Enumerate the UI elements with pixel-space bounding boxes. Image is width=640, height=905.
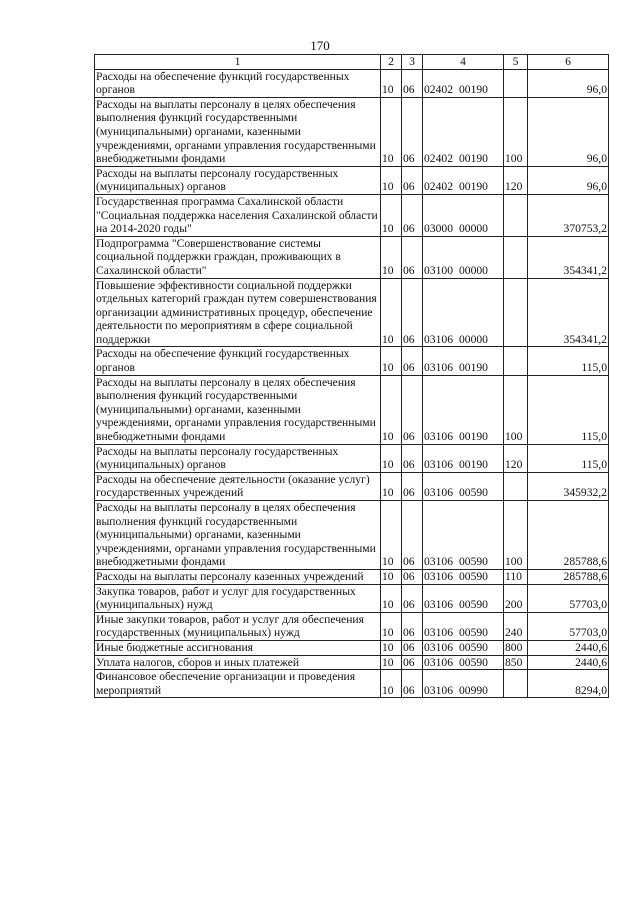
row-amount: 370753,2: [528, 194, 609, 236]
target-article-direction: 00590: [458, 598, 488, 612]
row-expense-type: 850: [504, 655, 528, 670]
row-section-code: 10: [381, 640, 402, 655]
row-target-article: [423, 347, 504, 375]
row-expense-type: 120: [504, 166, 528, 194]
table-row: [95, 472, 609, 500]
row-amount: 285788,6: [528, 501, 609, 570]
header-row: [95, 55, 609, 70]
row-amount: 285788,6: [528, 569, 609, 584]
target-article-direction: 00590: [458, 569, 488, 583]
target-article-program: 03106: [424, 361, 453, 375]
row-section-code: 10: [381, 97, 402, 166]
row-subsection-code: 06: [402, 347, 423, 375]
row-amount: 2440,6: [528, 655, 609, 670]
row-expense-type: [504, 472, 528, 500]
target-article-program: 03106: [424, 458, 453, 472]
row-description: Иные закупки товаров, работ и услуг для обеспечения государственных (муниципальных) нужд: [95, 612, 381, 640]
row-subsection-code: 06: [402, 97, 423, 166]
row-amount: 2440,6: [528, 640, 609, 655]
target-article-direction: 00590: [458, 640, 488, 654]
row-target-article: [423, 166, 504, 194]
row-section-code: 10: [381, 278, 402, 347]
target-article-direction: 00590: [458, 626, 488, 640]
target-article-program: 03106: [424, 555, 453, 569]
row-subsection-code: 06: [402, 472, 423, 500]
header-col-4: 4: [423, 55, 504, 70]
row-subsection-code: 06: [402, 640, 423, 655]
row-description: Расходы на выплаты персоналу казенных учреждений: [95, 569, 381, 584]
table-row: [95, 194, 609, 236]
target-article-direction: 00000: [458, 263, 488, 277]
row-description: Иные бюджетные ассигнования: [95, 640, 381, 655]
row-subsection-code: 06: [402, 236, 423, 278]
row-expense-type: 100: [504, 501, 528, 570]
target-article-direction: 00000: [458, 332, 488, 346]
row-section-code: 10: [381, 501, 402, 570]
table-row: [95, 278, 609, 347]
row-expense-type: [504, 236, 528, 278]
table-row: [95, 584, 609, 612]
row-description: Расходы на выплаты персоналу в целях обеспечения выполнения функций государственными (муниципальными) органами, казенными учреждениями, органами управления государственными внебюджетными фондами: [95, 97, 381, 166]
row-description: Финансовое обеспечение организации и проведения мероприятий: [95, 670, 381, 698]
table-row: [95, 501, 609, 570]
row-description: Закупка товаров, работ и услуг для государственных (муниципальных) нужд: [95, 584, 381, 612]
row-subsection-code: 06: [402, 194, 423, 236]
row-target-article: [423, 501, 504, 570]
row-expense-type: 110: [504, 569, 528, 584]
table-row: [95, 97, 609, 166]
row-expense-type: [504, 347, 528, 375]
target-article-direction: 00590: [458, 555, 488, 569]
row-description: Подпрограмма "Совершенствование системы социальной поддержки граждан, проживающих в Сахалинской области": [95, 236, 381, 278]
row-section-code: 10: [381, 444, 402, 472]
row-description: Повышение эффективности социальной поддержки отдельных категорий граждан путем совершенствования организации административных процедур, обеспечение деятельности по мероприятиям в сфере социальной поддержки: [95, 278, 381, 347]
row-target-article: [423, 194, 504, 236]
row-section-code: 10: [381, 69, 402, 97]
target-article-direction: 00000: [458, 222, 488, 236]
table-row: [95, 166, 609, 194]
row-target-article: [423, 569, 504, 584]
row-subsection-code: 06: [402, 670, 423, 698]
row-target-article: [423, 472, 504, 500]
target-article-program: 03106: [424, 486, 453, 500]
table-row: [95, 569, 609, 584]
row-expense-type: [504, 69, 528, 97]
row-amount: 115,0: [528, 347, 609, 375]
target-article-direction: 00590: [458, 655, 488, 669]
row-amount: 115,0: [528, 375, 609, 444]
table-row: [95, 670, 609, 698]
table-row: [95, 69, 609, 97]
target-article-direction: 00190: [458, 430, 488, 444]
table-row: [95, 612, 609, 640]
row-section-code: 10: [381, 569, 402, 584]
row-amount: 345932,2: [528, 472, 609, 500]
target-article-program: 03000: [424, 222, 453, 236]
row-section-code: 10: [381, 584, 402, 612]
row-section-code: 10: [381, 375, 402, 444]
row-description: Расходы на выплаты персоналу государственных (муниципальных) органов: [95, 166, 381, 194]
row-expense-type: [504, 670, 528, 698]
target-article-direction: 00190: [458, 152, 488, 166]
row-description: Расходы на обеспечение деятельности (оказание услуг) государственных учреждений: [95, 472, 381, 500]
row-expense-type: 800: [504, 640, 528, 655]
table-row: [95, 444, 609, 472]
row-expense-type: 100: [504, 375, 528, 444]
table-row: [95, 236, 609, 278]
row-description: Расходы на выплаты персоналу государственных (муниципальных) органов: [95, 444, 381, 472]
row-subsection-code: 06: [402, 584, 423, 612]
table-row: [95, 347, 609, 375]
target-article-program: 03106: [424, 598, 453, 612]
row-section-code: 10: [381, 655, 402, 670]
row-target-article: [423, 375, 504, 444]
header-col-5: 5: [504, 55, 528, 70]
row-expense-type: 240: [504, 612, 528, 640]
row-expense-type: 100: [504, 97, 528, 166]
row-section-code: 10: [381, 236, 402, 278]
header-col-3: 3: [402, 55, 423, 70]
row-section-code: 10: [381, 166, 402, 194]
row-description: Расходы на обеспечение функций государственных органов: [95, 69, 381, 97]
row-description: Расходы на обеспечение функций государственных органов: [95, 347, 381, 375]
target-article-program: 03106: [424, 332, 453, 346]
row-amount: 8294,0: [528, 670, 609, 698]
target-article-program: 03106: [424, 655, 453, 669]
row-target-article: [423, 444, 504, 472]
row-subsection-code: 06: [402, 569, 423, 584]
row-section-code: 10: [381, 194, 402, 236]
row-description: Уплата налогов, сборов и иных платежей: [95, 655, 381, 670]
row-target-article: [423, 97, 504, 166]
table-row: [95, 375, 609, 444]
row-target-article: [423, 278, 504, 347]
row-section-code: 10: [381, 670, 402, 698]
row-subsection-code: 06: [402, 375, 423, 444]
row-amount: 96,0: [528, 97, 609, 166]
row-subsection-code: 06: [402, 278, 423, 347]
target-article-program: 02402: [424, 152, 453, 166]
row-subsection-code: 06: [402, 166, 423, 194]
row-amount: 57703,0: [528, 612, 609, 640]
target-article-program: 03106: [424, 640, 453, 654]
budget-table: [94, 54, 609, 698]
row-expense-type: 200: [504, 584, 528, 612]
row-subsection-code: 06: [402, 501, 423, 570]
row-amount: 354341,2: [528, 278, 609, 347]
row-amount: 96,0: [528, 69, 609, 97]
row-section-code: 10: [381, 612, 402, 640]
target-article-program: 03106: [424, 626, 453, 640]
row-amount: 96,0: [528, 166, 609, 194]
table-row: [95, 640, 609, 655]
target-article-direction: 00990: [458, 683, 488, 697]
row-target-article: [423, 670, 504, 698]
target-article-direction: 00190: [458, 83, 488, 97]
row-target-article: [423, 584, 504, 612]
row-description: Расходы на выплаты персоналу в целях обеспечения выполнения функций государственными (муниципальными) органами, казенными учреждениями, органами управления государственными внебюджетными фондами: [95, 501, 381, 570]
row-target-article: [423, 640, 504, 655]
header-col-2: 2: [381, 55, 402, 70]
target-article-program: 03106: [424, 569, 453, 583]
target-article-direction: 00190: [458, 458, 488, 472]
page-number: 170: [310, 38, 330, 53]
target-article-program: 03100: [424, 263, 453, 277]
row-amount: 115,0: [528, 444, 609, 472]
row-subsection-code: 06: [402, 612, 423, 640]
row-section-code: 10: [381, 347, 402, 375]
row-target-article: [423, 655, 504, 670]
row-target-article: [423, 69, 504, 97]
row-subsection-code: 06: [402, 655, 423, 670]
header-col-1: 1: [95, 55, 381, 70]
row-subsection-code: 06: [402, 444, 423, 472]
row-expense-type: [504, 194, 528, 236]
table-row: [95, 655, 609, 670]
row-description: Государственная программа Сахалинской области "Социальная поддержка населения Сахалинской области на 2014-2020 годы": [95, 194, 381, 236]
row-section-code: 10: [381, 472, 402, 500]
target-article-direction: 00590: [458, 486, 488, 500]
header-col-6: 6: [528, 55, 609, 70]
row-amount: 354341,2: [528, 236, 609, 278]
row-description: Расходы на выплаты персоналу в целях обеспечения выполнения функций государственными (муниципальными) органами, казенными учреждениями, органами управления государственными внебюджетными фондами: [95, 375, 381, 444]
target-article-direction: 00190: [458, 180, 488, 194]
target-article-program: 02402: [424, 83, 453, 97]
target-article-direction: 00190: [458, 361, 488, 375]
row-expense-type: [504, 278, 528, 347]
row-target-article: [423, 612, 504, 640]
row-amount: 57703,0: [528, 584, 609, 612]
row-subsection-code: 06: [402, 69, 423, 97]
target-article-program: 02402: [424, 180, 453, 194]
row-expense-type: 120: [504, 444, 528, 472]
target-article-program: 03106: [424, 430, 453, 444]
target-article-program: 03106: [424, 683, 453, 697]
row-target-article: [423, 236, 504, 278]
